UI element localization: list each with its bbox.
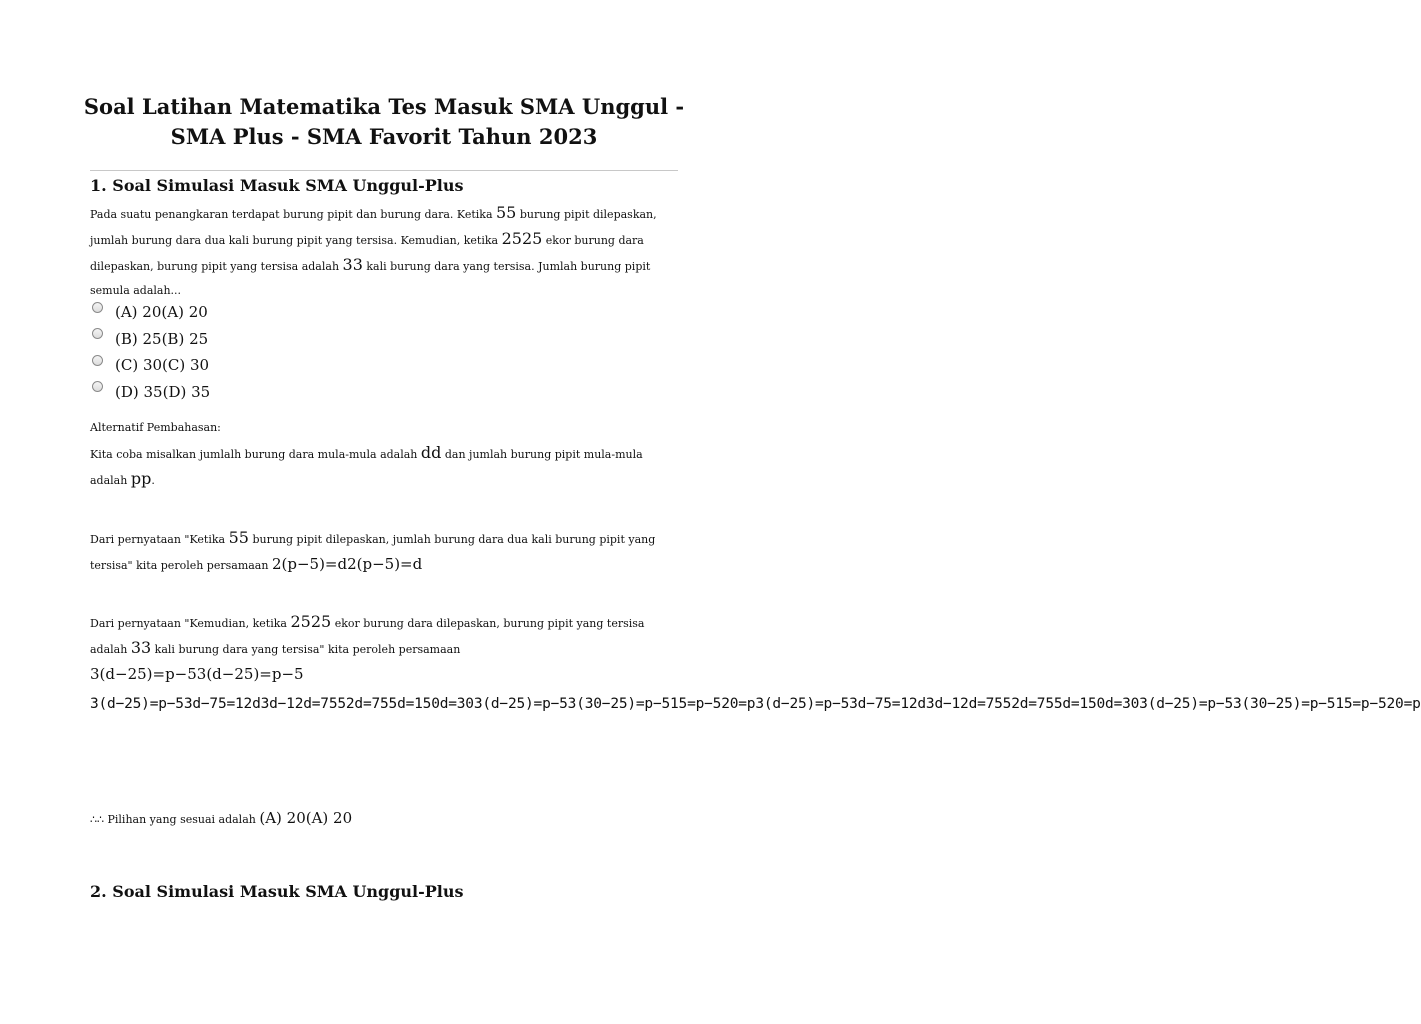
- option-label: (B) 25(B) 25: [115, 329, 209, 348]
- p3-number-1: 2525: [290, 612, 332, 631]
- page-title: Soal Latihan Matematika Tes Masuk SMA Unggul - SMA Plus - SMA Favorit Tahun 2023: [83, 94, 685, 149]
- conclusion: [90, 806, 352, 832]
- p2-text-a: Dari pernyataan "Ketika: [90, 533, 229, 546]
- option-a[interactable]: [92, 299, 210, 326]
- discussion-paragraph-1: [90, 441, 670, 493]
- discussion-label: Alternatif Pembahasan:: [90, 421, 221, 434]
- option-d[interactable]: [92, 379, 210, 406]
- p1-text-a: Kita coba misalkan jumlalh burung dara mula-mula adalah: [90, 448, 421, 461]
- question-1-heading: 1. Soal Simulasi Masuk SMA Unggul-Plus: [90, 176, 464, 195]
- divider: [90, 170, 678, 171]
- p2-number: 55: [228, 528, 249, 547]
- radio-icon[interactable]: [92, 328, 103, 339]
- conclusion-answer: (A) 20(A) 20: [259, 809, 353, 827]
- option-label: (A) 20(A) 20: [115, 303, 208, 322]
- radio-icon[interactable]: [92, 355, 103, 366]
- solution-steps: 3(d−25)=p−53d−75=12d3d−12d=7552d=755d=150d=303(d−25)=p−53(30−25)=p−515=p−520=p3(d−25)=p−53d−75=12d3d−12d=7552d=755d=150d=303(d−25)=p−53(30−25)=p−515=p−520=p: [90, 696, 1421, 712]
- option-c[interactable]: [92, 352, 210, 379]
- p1-text-c: .: [151, 474, 155, 487]
- p3-text-a: Dari pernyataan "Kemudian, ketika: [90, 617, 291, 630]
- radio-icon[interactable]: [92, 381, 103, 392]
- stem-text-1: Pada suatu penangkaran terdapat burung pipit dan burung dara. Ketika: [90, 208, 496, 221]
- p3-equation: 3(d−25)=p−53(d−25)=p−5: [90, 665, 304, 683]
- conclusion-text: Pilihan yang sesuai adalah: [104, 813, 260, 826]
- option-b[interactable]: [92, 326, 210, 353]
- answer-options: [92, 299, 210, 405]
- question-1-stem: [90, 201, 670, 303]
- option-label: (D) 35(D) 35: [115, 382, 211, 401]
- stem-number-1: 55: [496, 203, 517, 222]
- stem-text-3: ekor burung dara dilepaskan, burung pipit yang tersisa adalah: [90, 234, 644, 273]
- discussion-paragraph-2: [90, 526, 670, 578]
- p2-equation: 2(p−5)=d2(p−5)=d: [271, 555, 423, 573]
- p3-text-b: ekor burung dara dilepaskan, burung pipit yang tersisa adalah: [90, 617, 645, 656]
- discussion-paragraph-3: [90, 610, 670, 688]
- p1-text-b: dan jumlah burung pipit mula-mula adalah: [90, 448, 643, 487]
- p3-number-2: 33: [130, 638, 152, 657]
- stem-text-2: burung pipit dilepaskan, jumlah burung dara dua kali burung pipit yang tersisa. Kemudian, ketika: [90, 208, 657, 247]
- question-2-heading: 2. Soal Simulasi Masuk SMA Unggul-Plus: [90, 882, 464, 901]
- option-label: (C) 30(C) 30: [115, 356, 210, 375]
- radio-icon[interactable]: [92, 302, 103, 313]
- therefore-symbol: ∴∴: [90, 813, 104, 826]
- stem-text-4: kali burung dara yang tersisa. Jumlah burung pipit semula adalah...: [90, 260, 651, 297]
- stem-number-3: 33: [342, 255, 363, 274]
- stem-number-2: 2525: [501, 229, 543, 248]
- p1-variable-d: dd: [420, 443, 442, 462]
- p3-text-c: kali burung dara yang tersisa" kita peroleh persamaan: [151, 643, 461, 656]
- p1-variable-p: pp: [130, 469, 152, 488]
- p2-text-b: burung pipit dilepaskan, jumlah burung dara dua kali burung pipit yang tersisa" kita peroleh persamaan: [90, 533, 656, 572]
